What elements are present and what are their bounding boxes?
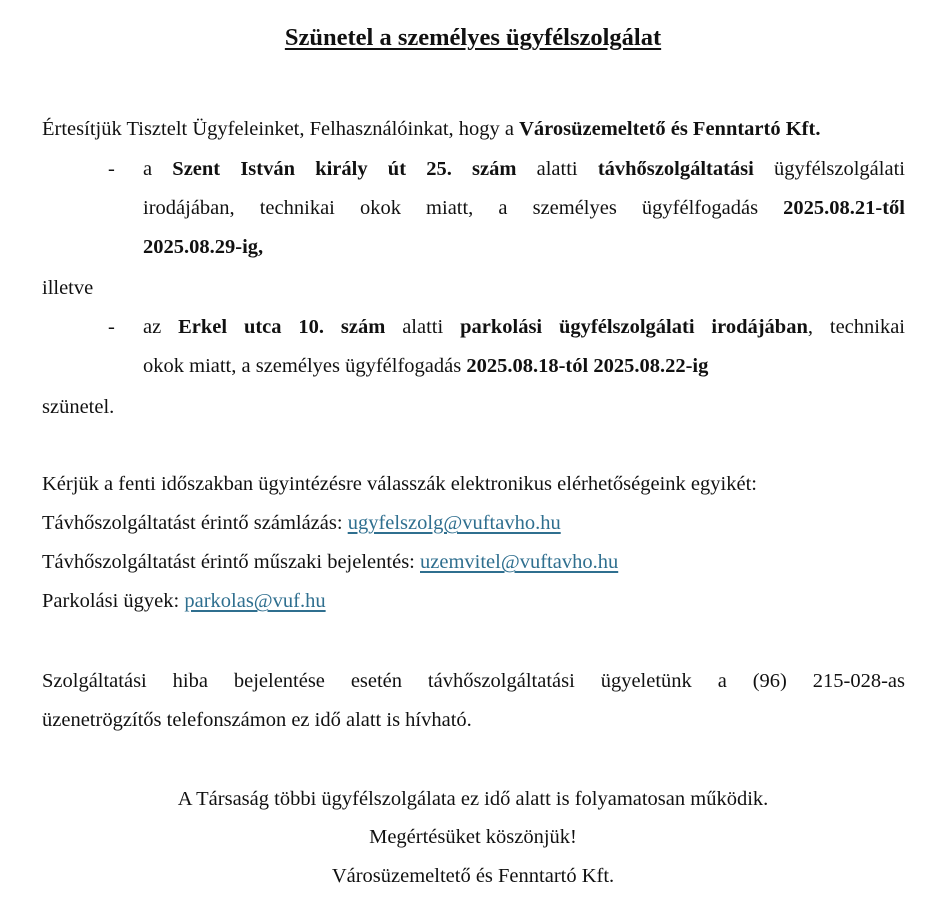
parking-contact: [42, 590, 326, 613]
illetve-text: illetve: [42, 277, 94, 299]
bullet-dash: -: [108, 316, 115, 338]
company-name: Városüzemeltető és Fenntartó Kft.: [519, 118, 821, 140]
text: ügyfélszolgálati: [753, 158, 905, 180]
text: irodájában, technikai okok miatt, a személyes ügyfélfogadás: [143, 197, 784, 219]
date-bold: 2025.08.29-ig,: [143, 236, 264, 258]
closing-line1: A Társaság többi ügyfélszolgálata ez idő alatt is folyamatosan működik.: [177, 788, 769, 810]
bullet2-line2: [143, 355, 708, 378]
address-bold: Szent István király út 25. szám: [172, 158, 517, 180]
date-bold: 2025.08.21-től: [783, 197, 905, 219]
bullet-dash: -: [108, 158, 115, 180]
contacts-intro: Kérjük a fenti időszakban ügyintézésre válasszák elektronikus elérhetőségeink egyikét:: [42, 473, 757, 495]
office-bold: parkolási ügyfélszolgálati irodájában: [460, 316, 808, 338]
text: a: [143, 158, 173, 180]
intro-text: Értesítjük Tisztelt Ügyfeleinket, Felhasználóinkat, hogy a: [42, 118, 520, 140]
text: , technikai: [807, 316, 906, 338]
closing-thanks: Megértésüket köszönjük!: [369, 826, 577, 848]
address-bold: Erkel utca 10. szám: [178, 316, 386, 338]
closing-signature: Városüzemeltető és Fenntartó Kft.: [331, 865, 615, 887]
bullet1-line2: [143, 197, 905, 220]
date-bold: 2025.08.18-tól 2025.08.22-ig: [466, 355, 709, 377]
bullet2-line1: [143, 316, 905, 339]
text: alatti: [385, 316, 461, 338]
text: okok miatt, a személyes ügyfélfogadás: [143, 355, 467, 377]
parking-label: Parkolási ügyek:: [42, 590, 185, 612]
tech-label: Távhőszolgáltatást érintő műszaki bejelentés:: [42, 551, 420, 573]
fault-line2: üzenetrögzítős telefonszámon ez idő alatt is hívható.: [42, 709, 472, 731]
bullet1-line3: [143, 236, 263, 259]
fault-line1: Szolgáltatási hiba bejelentése esetén távhőszolgáltatási ügyeletünk a (96) 215-028-as: [42, 670, 905, 692]
bullet1-line1: [143, 158, 905, 181]
szunetel-text: szünetel.: [42, 396, 115, 418]
billing-label: Távhőszolgáltatást érintő számlázás:: [42, 512, 348, 534]
page-title: Szünetel a személyes ügyfélszolgálat: [284, 24, 662, 51]
text: az: [143, 316, 179, 338]
tech-email-link[interactable]: uzemvitel@vuftavho.hu: [420, 551, 619, 573]
billing-contact: [42, 512, 561, 535]
intro-paragraph: [42, 118, 820, 141]
billing-email-link[interactable]: ugyfelszolg@vuftavho.hu: [347, 512, 561, 534]
tech-contact: [42, 551, 618, 574]
parking-email-link[interactable]: parkolas@vuf.hu: [184, 590, 326, 612]
text: alatti: [516, 158, 598, 180]
service-bold: távhőszolgáltatási: [597, 158, 754, 180]
